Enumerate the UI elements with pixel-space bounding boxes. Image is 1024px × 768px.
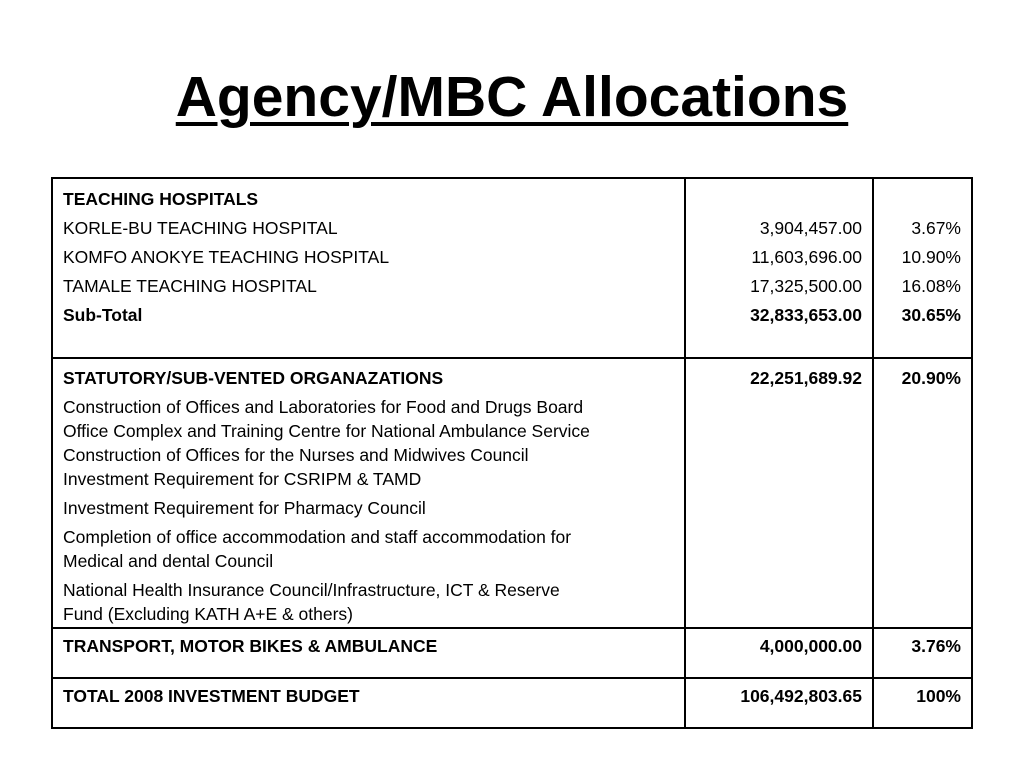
transport-cell: [52, 628, 685, 678]
line-item-name: Office Complex and Training Centre for National Ambulance Service: [63, 421, 590, 441]
line-item-name: Construction of Offices for the Nurses and Midwives Council: [63, 445, 529, 465]
statutory-amount-cell: [685, 358, 873, 628]
percent-value: 20.90%: [901, 368, 961, 388]
teaching-hospitals-cell: [52, 178, 685, 358]
line-item-name: KORLE-BU TEACHING HOSPITAL: [63, 218, 338, 238]
statutory-cell: [52, 358, 685, 628]
section-heading: STATUTORY/SUB-VENTED ORGANAZATIONS: [63, 368, 444, 388]
line-item-name: KOMFO ANOKYE TEACHING HOSPITAL: [63, 247, 390, 267]
section-heading: TRANSPORT, MOTOR BIKES & AMBULANCE: [63, 636, 438, 656]
total-percent-cell: [873, 678, 972, 728]
section-heading: TEACHING HOSPITALS: [63, 189, 259, 209]
transport-percent-cell: [873, 628, 972, 678]
amount-value: 4,000,000.00: [759, 636, 862, 656]
subtotal-label: Sub-Total: [63, 305, 143, 325]
line-item-name: TAMALE TEACHING HOSPITAL: [63, 276, 317, 296]
amount-value: 3,904,457.00: [759, 218, 862, 238]
line-item-name: Investment Requirement for CSRIPM & TAMD: [63, 469, 422, 489]
table-row: [52, 178, 972, 358]
amount-value: 11,603,696.00: [751, 247, 862, 267]
total-cell: [52, 678, 685, 728]
percent-value: 16.08%: [901, 276, 961, 296]
line-item-name: Construction of Offices and Laboratories for Food and Drugs Board: [63, 397, 584, 417]
percent-value: 10.90%: [901, 247, 961, 267]
table-row: [52, 628, 972, 678]
teaching-amounts-cell: [685, 178, 873, 358]
line-item-name: Fund (Excluding KATH A+E & others): [63, 604, 354, 624]
statutory-percent-cell: [873, 358, 972, 628]
percent-value: 100%: [916, 686, 961, 706]
line-item-name: Completion of office accommodation and staff accommodation for: [63, 527, 572, 547]
amount-value: 106,492,803.65: [740, 686, 862, 706]
percent-value: 3.67%: [911, 218, 961, 238]
subtotal-amount: 32,833,653.00: [750, 305, 862, 325]
subtotal-percent: 30.65%: [901, 305, 961, 325]
line-item-name: Medical and dental Council: [63, 551, 274, 571]
allocations-table: [51, 177, 973, 729]
section-heading: TOTAL 2008 INVESTMENT BUDGET: [63, 686, 360, 706]
transport-amount-cell: [685, 628, 873, 678]
teaching-percent-cell: [873, 178, 972, 358]
page-title: Agency/MBC Allocations: [175, 65, 849, 129]
amount-value: 17,325,500.00: [750, 276, 862, 296]
table-row: [52, 358, 972, 628]
line-item-name: National Health Insurance Council/Infrastructure, ICT & Reserve: [63, 580, 560, 600]
line-item-name: Investment Requirement for Pharmacy Council: [63, 498, 426, 518]
total-amount-cell: [685, 678, 873, 728]
amount-value: 22,251,689.92: [750, 368, 862, 388]
percent-value: 3.76%: [911, 636, 961, 656]
table-row: [52, 678, 972, 728]
